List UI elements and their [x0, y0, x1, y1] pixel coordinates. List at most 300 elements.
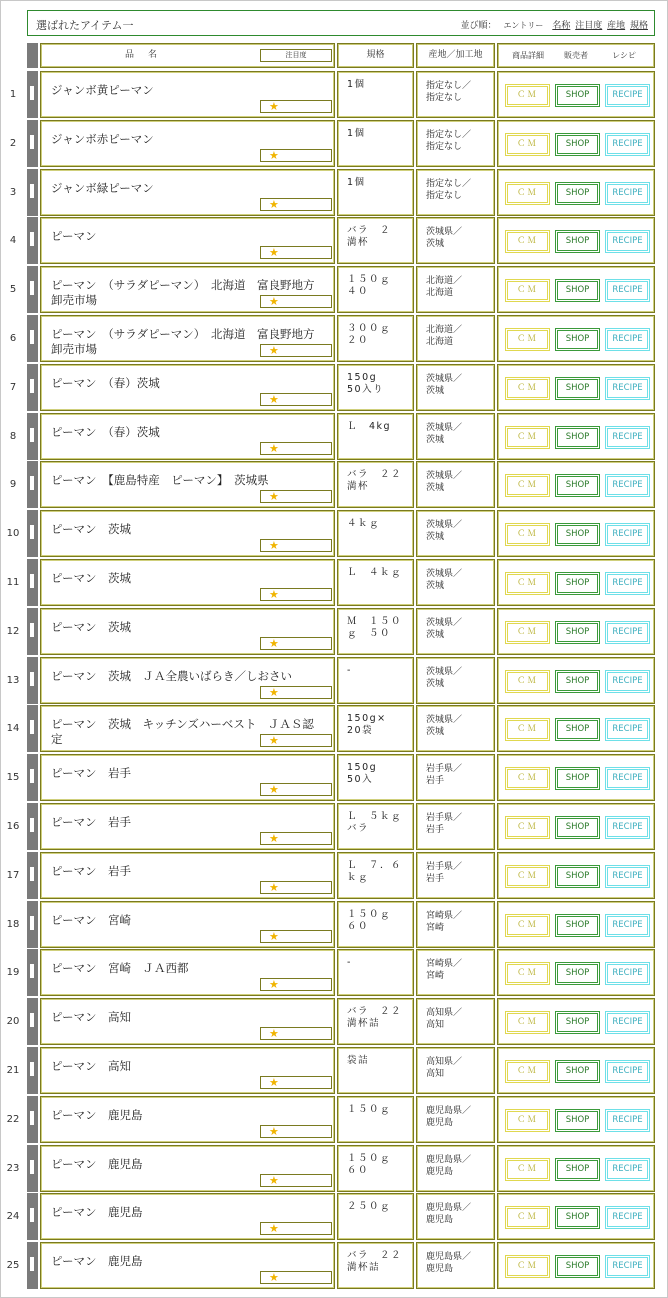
column-recipe-label: レシピ	[612, 51, 636, 60]
shop-button[interactable]: SHOP	[555, 182, 600, 205]
item-spec-cell	[337, 949, 414, 996]
row-select-marker[interactable]	[27, 949, 38, 996]
cm-button[interactable]: ＣＭ	[505, 84, 550, 107]
row-number: 18	[6, 919, 20, 930]
cm-button[interactable]: ＣＭ	[505, 1158, 550, 1181]
shop-button[interactable]: SHOP	[555, 718, 600, 741]
row-marker-notch	[30, 476, 34, 490]
item-spec-line1: Ｌ 4kg	[347, 421, 392, 432]
item-origin-cell	[416, 803, 495, 850]
row-number: 13	[6, 675, 20, 686]
item-name-cell	[40, 510, 335, 557]
row-number: 6	[9, 333, 17, 344]
sort-by-origin-link[interactable]: 産地	[607, 21, 626, 31]
item-name[interactable]: ピーマン 宮崎	[51, 913, 132, 927]
column-attention-label: 注目度	[260, 49, 332, 62]
shop-button[interactable]: SHOP	[555, 1255, 600, 1278]
recipe-button[interactable]: RECIPE	[605, 718, 650, 741]
row-select-marker[interactable]	[27, 217, 38, 264]
item-name-cell	[40, 364, 335, 411]
sort-label: 並び順：	[460, 21, 497, 31]
item-links-cell	[497, 1193, 655, 1240]
row-select-marker[interactable]	[27, 169, 38, 216]
shop-button[interactable]: SHOP	[555, 328, 600, 351]
item-spec-cell	[337, 1047, 414, 1094]
table-row	[0, 71, 668, 118]
row-marker-notch	[30, 964, 34, 978]
recipe-button[interactable]: RECIPE	[605, 1158, 650, 1181]
row-select-marker[interactable]	[27, 901, 38, 948]
item-spec-line1: 150g	[347, 372, 378, 383]
cm-button[interactable]: ＣＭ	[505, 377, 550, 400]
row-select-marker[interactable]	[27, 1193, 38, 1240]
shop-button[interactable]: SHOP	[555, 377, 600, 400]
shop-button[interactable]: SHOP	[555, 523, 600, 546]
item-origin-cell	[416, 705, 495, 752]
shop-button[interactable]: SHOP	[555, 1109, 600, 1132]
item-origin-line1: 宮崎県／	[426, 911, 463, 921]
star-icon[interactable]: ★	[260, 1271, 332, 1284]
recipe-button[interactable]: RECIPE	[605, 182, 650, 205]
sort-entry-option[interactable]: エントリー	[503, 21, 544, 30]
item-name[interactable]: ピーマン 岩手	[51, 815, 132, 829]
item-origin-line1: 岩手県／	[426, 764, 463, 774]
cm-button[interactable]: ＣＭ	[505, 1109, 550, 1132]
cm-button[interactable]: ＣＭ	[505, 133, 550, 156]
star-icon[interactable]: ★	[260, 490, 332, 503]
cm-button[interactable]: ＣＭ	[505, 718, 550, 741]
header-row-marker	[27, 43, 38, 68]
item-spec-line1: 1個	[347, 177, 366, 188]
star-icon[interactable]: ★	[260, 344, 332, 357]
recipe-button[interactable]: RECIPE	[605, 474, 650, 497]
cm-button[interactable]: ＣＭ	[505, 962, 550, 985]
shop-button[interactable]: SHOP	[555, 914, 600, 937]
star-icon[interactable]: ★	[260, 686, 332, 699]
item-origin-line1: 茨城県／	[426, 423, 463, 433]
cm-button[interactable]: ＣＭ	[505, 1255, 550, 1278]
item-origin-line1: 茨城県／	[426, 618, 463, 628]
recipe-button[interactable]: RECIPE	[605, 1011, 650, 1034]
item-name[interactable]: ピーマン （サラダピーマン） 北海道 富良野地方卸売市場	[51, 278, 315, 307]
table-row	[0, 901, 668, 948]
item-name-cell	[40, 1096, 335, 1143]
cm-button[interactable]: ＣＭ	[505, 1060, 550, 1083]
star-icon[interactable]: ★	[260, 832, 332, 845]
shop-button[interactable]: SHOP	[555, 767, 600, 790]
item-spec-cell	[337, 1242, 414, 1289]
row-select-marker[interactable]	[27, 364, 38, 411]
shop-button[interactable]: SHOP	[555, 816, 600, 839]
item-name[interactable]: ピーマン 高知	[51, 1059, 132, 1073]
item-spec-line2: ４０	[347, 286, 370, 297]
recipe-button[interactable]: RECIPE	[605, 1255, 650, 1278]
item-name[interactable]: ピーマン 鹿児島	[51, 1254, 143, 1268]
item-spec-cell	[337, 1145, 414, 1192]
row-number: 19	[6, 967, 20, 978]
row-select-marker[interactable]	[27, 413, 38, 460]
row-select-marker[interactable]	[27, 1242, 38, 1289]
item-spec-line1: ４ｋｇ	[347, 518, 381, 529]
row-marker-notch	[30, 232, 34, 246]
item-links-cell	[497, 1242, 655, 1289]
item-origin-line2: 茨城	[426, 483, 445, 493]
recipe-button[interactable]: RECIPE	[605, 133, 650, 156]
row-select-marker[interactable]	[27, 998, 38, 1045]
item-spec-line1: Ｌ ４ｋｇ	[347, 567, 403, 578]
item-name[interactable]: ピーマン 宮崎 ＪＡ西都	[51, 961, 189, 975]
row-select-marker[interactable]	[27, 705, 38, 752]
star-icon[interactable]: ★	[260, 295, 332, 308]
item-name[interactable]: ジャンボ赤ピーマン	[51, 132, 154, 146]
star-icon[interactable]: ★	[260, 588, 332, 601]
cm-button[interactable]: ＣＭ	[505, 182, 550, 205]
row-marker-notch	[30, 1208, 34, 1222]
recipe-button[interactable]: RECIPE	[605, 962, 650, 985]
item-name-cell	[40, 852, 335, 899]
star-icon[interactable]: ★	[260, 246, 332, 259]
item-spec-line2: ２０	[347, 335, 370, 346]
item-origin-line2: 鹿児島	[426, 1215, 454, 1225]
item-origin-line2: 高知	[426, 1020, 445, 1030]
star-icon[interactable]: ★	[260, 783, 332, 796]
recipe-button[interactable]: RECIPE	[605, 84, 650, 107]
table-row	[0, 608, 668, 655]
item-origin-line2: 北海道	[426, 337, 454, 347]
row-marker-notch	[30, 867, 34, 881]
cm-button[interactable]: ＣＭ	[505, 474, 550, 497]
table-row	[0, 461, 668, 508]
item-name-cell	[40, 217, 335, 264]
shop-button[interactable]: SHOP	[555, 230, 600, 253]
row-number: 10	[6, 528, 20, 539]
item-spec-cell	[337, 852, 414, 899]
item-origin-line1: 高知県／	[426, 1057, 463, 1067]
column-header-spec: 規格	[337, 43, 414, 68]
item-origin-line2: 鹿児島	[426, 1264, 454, 1274]
row-marker-notch	[30, 86, 34, 100]
star-icon[interactable]: ★	[260, 637, 332, 650]
item-origin-line2: 宮崎	[426, 971, 445, 981]
item-name[interactable]: ピーマン 茨城	[51, 522, 132, 536]
item-origin-line2: 茨城	[426, 532, 445, 542]
cm-button[interactable]: ＣＭ	[505, 523, 550, 546]
shop-button[interactable]: SHOP	[555, 572, 600, 595]
recipe-button[interactable]: RECIPE	[605, 426, 650, 449]
star-icon[interactable]: ★	[260, 978, 332, 991]
recipe-button[interactable]: RECIPE	[605, 523, 650, 546]
cm-button[interactable]: ＣＭ	[505, 914, 550, 937]
sort-by-spec-link[interactable]: 規格	[629, 21, 648, 31]
star-icon[interactable]: ★	[260, 1174, 332, 1187]
star-icon[interactable]: ★	[260, 1027, 332, 1040]
item-origin-line2: 茨城	[426, 239, 445, 249]
cm-button[interactable]: ＣＭ	[505, 816, 550, 839]
cm-button[interactable]: ＣＭ	[505, 328, 550, 351]
item-name-cell	[40, 754, 335, 801]
row-number: 8	[9, 431, 17, 442]
item-name-cell	[40, 120, 335, 167]
item-spec-cell	[337, 559, 414, 606]
shop-button[interactable]: SHOP	[555, 962, 600, 985]
star-icon[interactable]: ★	[260, 539, 332, 552]
row-select-marker[interactable]	[27, 461, 38, 508]
item-name-cell	[40, 657, 335, 704]
row-marker-notch	[30, 623, 34, 637]
item-name-cell	[40, 266, 335, 313]
star-icon[interactable]: ★	[260, 734, 332, 747]
cm-button[interactable]: ＣＭ	[505, 572, 550, 595]
item-spec-line1: 1個	[347, 128, 366, 139]
item-spec-cell	[337, 413, 414, 460]
recipe-button[interactable]: RECIPE	[605, 1060, 650, 1083]
item-origin-cell	[416, 949, 495, 996]
recipe-button[interactable]: RECIPE	[605, 1206, 650, 1229]
item-origin-line2: 岩手	[426, 825, 445, 835]
sort-by-name-link[interactable]: 名称	[552, 21, 571, 31]
shop-button[interactable]: SHOP	[555, 1158, 600, 1181]
item-origin-line1: 鹿児島県／	[426, 1155, 472, 1165]
row-number: 15	[6, 772, 20, 783]
item-name[interactable]: ピーマン 岩手	[51, 766, 132, 780]
row-select-marker[interactable]	[27, 559, 38, 606]
item-origin-cell	[416, 657, 495, 704]
item-spec-line2: 20袋	[347, 725, 374, 736]
table-row	[0, 266, 668, 313]
item-name[interactable]: ピーマン 鹿児島	[51, 1108, 143, 1122]
item-origin-cell	[416, 852, 495, 899]
item-name[interactable]: ピーマン 高知	[51, 1010, 132, 1024]
shop-button[interactable]: SHOP	[555, 1011, 600, 1034]
shop-button[interactable]: SHOP	[555, 1060, 600, 1083]
item-name-cell	[40, 949, 335, 996]
item-origin-line2: 茨城	[426, 435, 445, 445]
recipe-button[interactable]: RECIPE	[605, 230, 650, 253]
item-name[interactable]: ピーマン （サラダピーマン） 北海道 富良野地方卸売市場	[51, 327, 315, 356]
cm-button[interactable]: ＣＭ	[505, 767, 550, 790]
star-icon[interactable]: ★	[260, 1125, 332, 1138]
recipe-button[interactable]: RECIPE	[605, 621, 650, 644]
item-links-cell	[497, 901, 655, 948]
row-number: 16	[6, 821, 20, 832]
item-spec-line1: １５０ｇ	[347, 909, 392, 920]
table-row	[0, 1145, 668, 1192]
item-links-cell	[497, 559, 655, 606]
item-name[interactable]: ピーマン 茨城 キッチンズハーベスト ＪＡＳ認定	[51, 717, 314, 746]
item-spec-line1: 150g	[347, 762, 378, 773]
item-origin-line1: 鹿児島県／	[426, 1203, 472, 1213]
recipe-button[interactable]: RECIPE	[605, 914, 650, 937]
row-marker-notch	[30, 1013, 34, 1027]
item-spec-line2: ｇ ５０	[347, 628, 392, 639]
item-spec-line2: バラ	[347, 823, 370, 834]
table-row	[0, 559, 668, 606]
item-links-cell	[497, 510, 655, 557]
row-select-marker[interactable]	[27, 315, 38, 362]
item-name[interactable]: ピーマン （春）茨城	[51, 376, 160, 390]
row-select-marker[interactable]	[27, 1145, 38, 1192]
shop-button[interactable]: SHOP	[555, 84, 600, 107]
item-links-cell	[497, 1096, 655, 1143]
recipe-button[interactable]: RECIPE	[605, 816, 650, 839]
shop-button[interactable]: SHOP	[555, 865, 600, 888]
item-links-cell	[497, 705, 655, 752]
item-origin-cell	[416, 998, 495, 1045]
row-select-marker[interactable]	[27, 657, 38, 704]
row-select-marker[interactable]	[27, 754, 38, 801]
item-name[interactable]: ピーマン 茨城 ＪＡ全農いばらき／しおさい	[51, 669, 293, 683]
item-links-cell	[497, 949, 655, 996]
item-origin-cell	[416, 315, 495, 362]
item-origin-line1: 茨城県／	[426, 520, 463, 530]
item-name-cell	[40, 901, 335, 948]
row-select-marker[interactable]	[27, 1047, 38, 1094]
item-origin-line1: 鹿児島県／	[426, 1106, 472, 1116]
item-name-cell	[40, 413, 335, 460]
item-spec-line1: Ｍ １５０	[347, 616, 403, 627]
row-select-marker[interactable]	[27, 71, 38, 118]
item-origin-line1: 岩手県／	[426, 813, 463, 823]
row-select-marker[interactable]	[27, 803, 38, 850]
item-origin-cell	[416, 901, 495, 948]
item-spec-line2: 満杯	[347, 237, 370, 248]
item-origin-cell	[416, 169, 495, 216]
cm-button[interactable]: ＣＭ	[505, 621, 550, 644]
item-spec-line1: -	[347, 957, 352, 968]
item-origin-line1: 指定なし／	[426, 130, 472, 140]
item-spec-line2: ６０	[347, 921, 370, 932]
item-name-cell	[40, 998, 335, 1045]
shop-button[interactable]: SHOP	[555, 474, 600, 497]
star-icon[interactable]: ★	[260, 930, 332, 943]
item-spec-cell	[337, 71, 414, 118]
item-name[interactable]: ピーマン 茨城	[51, 620, 132, 634]
item-origin-cell	[416, 71, 495, 118]
row-marker-notch	[30, 1062, 34, 1076]
recipe-button[interactable]: RECIPE	[605, 572, 650, 595]
item-links-cell	[497, 1145, 655, 1192]
item-origin-line1: 茨城県／	[426, 227, 463, 237]
table-row	[0, 1047, 668, 1094]
recipe-button[interactable]: RECIPE	[605, 865, 650, 888]
star-icon[interactable]: ★	[260, 393, 332, 406]
item-origin-line1: 茨城県／	[426, 569, 463, 579]
row-select-marker[interactable]	[27, 510, 38, 557]
star-icon[interactable]: ★	[260, 881, 332, 894]
row-select-marker[interactable]	[27, 266, 38, 313]
star-icon[interactable]: ★	[260, 198, 332, 211]
recipe-button[interactable]: RECIPE	[605, 279, 650, 302]
item-origin-line2: 茨城	[426, 679, 445, 689]
shop-button[interactable]: SHOP	[555, 279, 600, 302]
item-origin-cell	[416, 510, 495, 557]
star-icon[interactable]: ★	[260, 1076, 332, 1089]
cm-button[interactable]: ＣＭ	[505, 1011, 550, 1034]
shop-button[interactable]: SHOP	[555, 670, 600, 693]
item-origin-cell	[416, 1047, 495, 1094]
star-icon[interactable]: ★	[260, 100, 332, 113]
recipe-button[interactable]: RECIPE	[605, 767, 650, 790]
item-spec-cell	[337, 217, 414, 264]
recipe-button[interactable]: RECIPE	[605, 377, 650, 400]
item-spec-line2: 満杯詰	[347, 1262, 381, 1273]
row-marker-notch	[30, 135, 34, 149]
item-name[interactable]: ピーマン 茨城	[51, 571, 132, 585]
item-spec-cell	[337, 461, 414, 508]
row-select-marker[interactable]	[27, 1096, 38, 1143]
item-name[interactable]: ジャンボ黄ピーマン	[51, 83, 154, 97]
table-row	[0, 657, 668, 704]
item-origin-line1: 茨城県／	[426, 471, 463, 481]
cm-button[interactable]: ＣＭ	[505, 230, 550, 253]
item-name[interactable]: ジャンボ緑ピーマン	[51, 181, 154, 195]
item-name[interactable]: ピーマン 鹿児島	[51, 1157, 143, 1171]
item-origin-cell	[416, 1096, 495, 1143]
item-origin-cell	[416, 559, 495, 606]
row-number: 12	[6, 626, 20, 637]
row-select-marker[interactable]	[27, 608, 38, 655]
shop-button[interactable]: SHOP	[555, 133, 600, 156]
item-origin-line1: 指定なし／	[426, 81, 472, 91]
recipe-button[interactable]: RECIPE	[605, 670, 650, 693]
recipe-button[interactable]: RECIPE	[605, 1109, 650, 1132]
item-origin-cell	[416, 120, 495, 167]
table-row	[0, 120, 668, 167]
item-name[interactable]: ピーマン	[51, 229, 97, 243]
item-origin-line2: 鹿児島	[426, 1118, 454, 1128]
item-name-cell	[40, 71, 335, 118]
results-title: 選ばれたアイテム一	[36, 19, 134, 32]
star-icon[interactable]: ★	[260, 1222, 332, 1235]
item-origin-line2: 岩手	[426, 874, 445, 884]
cm-button[interactable]: ＣＭ	[505, 865, 550, 888]
row-marker-notch	[30, 720, 34, 734]
item-name-cell	[40, 1193, 335, 1240]
cm-button[interactable]: ＣＭ	[505, 279, 550, 302]
cm-button[interactable]: ＣＭ	[505, 426, 550, 449]
shop-button[interactable]: SHOP	[555, 1206, 600, 1229]
item-origin-line1: 茨城県／	[426, 715, 463, 725]
table-row	[0, 217, 668, 264]
recipe-button[interactable]: RECIPE	[605, 328, 650, 351]
item-name[interactable]: ピーマン 【鹿島特産 ピーマン】 茨城県	[51, 473, 269, 487]
item-origin-line2: 茨城	[426, 386, 445, 396]
item-spec-cell	[337, 754, 414, 801]
table-row	[0, 949, 668, 996]
item-links-cell	[497, 1047, 655, 1094]
cm-button[interactable]: ＣＭ	[505, 670, 550, 693]
cm-button[interactable]: ＣＭ	[505, 1206, 550, 1229]
star-icon[interactable]: ★	[260, 149, 332, 162]
item-name[interactable]: ピーマン （春）茨城	[51, 425, 160, 439]
item-origin-line2: 茨城	[426, 727, 445, 737]
item-origin-cell	[416, 266, 495, 313]
item-origin-cell	[416, 1193, 495, 1240]
shop-button[interactable]: SHOP	[555, 621, 600, 644]
star-icon[interactable]: ★	[260, 442, 332, 455]
item-name[interactable]: ピーマン 岩手	[51, 864, 132, 878]
table-row	[0, 1242, 668, 1289]
shop-button[interactable]: SHOP	[555, 426, 600, 449]
item-origin-cell	[416, 217, 495, 264]
item-links-cell	[497, 315, 655, 362]
item-name[interactable]: ピーマン 鹿児島	[51, 1205, 143, 1219]
sort-by-attention-link[interactable]: 注目度	[575, 21, 603, 31]
row-select-marker[interactable]	[27, 120, 38, 167]
item-spec-cell	[337, 315, 414, 362]
item-spec-line2: ６０	[347, 1165, 370, 1176]
row-select-marker[interactable]	[27, 852, 38, 899]
